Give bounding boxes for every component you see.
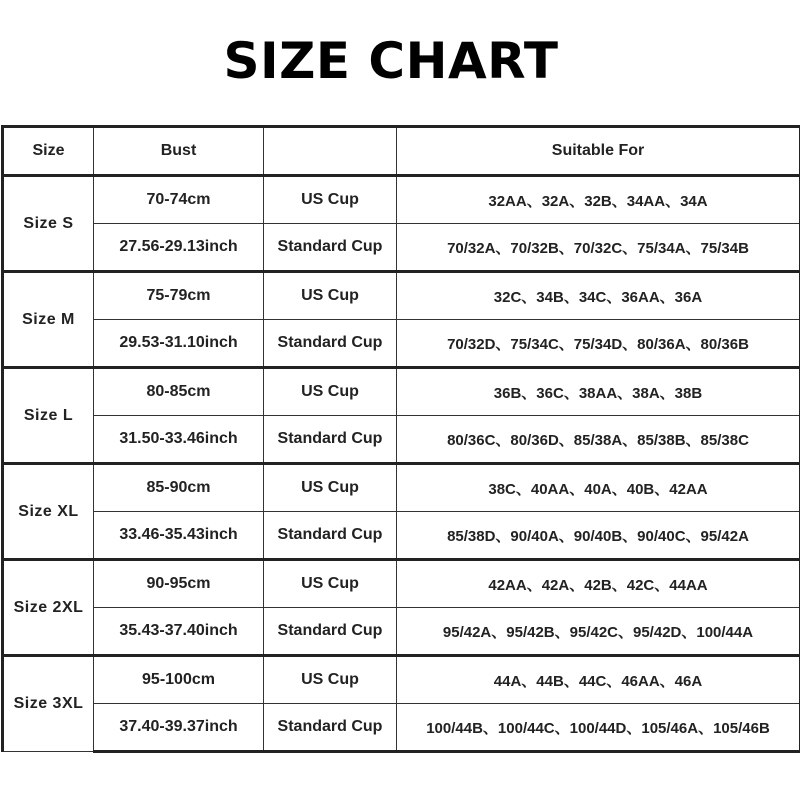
suitable-standard: 70/32D、75/34C、75/34D、80/36A、80/36B [397, 320, 800, 368]
cup-type-standard: Standard Cup [264, 416, 397, 464]
table-row [3, 656, 800, 704]
cup-type-us: US Cup [264, 368, 397, 416]
size-chart-table [1, 125, 800, 753]
suitable-us: 36B、36C、38AA、38A、38B [397, 368, 800, 416]
table-row [3, 272, 800, 320]
bust-cm: 80-85cm [94, 368, 264, 416]
table-body [3, 127, 800, 752]
cup-type-us: US Cup [264, 464, 397, 512]
table-row [3, 608, 800, 656]
table-row [3, 416, 800, 464]
table-row [3, 704, 800, 752]
page-title: SIZE CHART [223, 32, 559, 90]
cup-type-us: US Cup [264, 560, 397, 608]
cup-type-standard: Standard Cup [264, 608, 397, 656]
suitable-us: 42AA、42A、42B、42C、44AA [397, 560, 800, 608]
suitable-us: 32AA、32A、32B、34AA、34A [397, 176, 800, 224]
suitable-us: 44A、44B、44C、46AA、46A [397, 656, 800, 704]
cup-type-standard: Standard Cup [264, 704, 397, 752]
suitable-standard: 70/32A、70/32B、70/32C、75/34A、75/34B [397, 224, 800, 272]
table-row [3, 512, 800, 560]
size-label: Size S [3, 176, 94, 272]
table-row [3, 560, 800, 608]
bust-inch: 27.56-29.13inch [94, 224, 264, 272]
bust-cm: 70-74cm [94, 176, 264, 224]
header-suitable-for: Suitable For [397, 127, 800, 176]
suitable-standard: 85/38D、90/40A、90/40B、90/40C、95/42A [397, 512, 800, 560]
table-row [3, 224, 800, 272]
bust-inch: 33.46-35.43inch [94, 512, 264, 560]
cup-type-standard: Standard Cup [264, 512, 397, 560]
bust-inch: 29.53-31.10inch [94, 320, 264, 368]
bust-cm: 75-79cm [94, 272, 264, 320]
cup-type-us: US Cup [264, 176, 397, 224]
suitable-standard: 80/36C、80/36D、85/38A、85/38B、85/38C [397, 416, 800, 464]
table-header-row [3, 127, 800, 176]
cup-type-standard: Standard Cup [264, 224, 397, 272]
header-bust: Bust [94, 127, 264, 176]
cup-type-us: US Cup [264, 272, 397, 320]
cup-type-standard: Standard Cup [264, 320, 397, 368]
bust-inch: 35.43-37.40inch [94, 608, 264, 656]
table-row [3, 176, 800, 224]
bust-cm: 85-90cm [94, 464, 264, 512]
size-label: Size XL [3, 464, 94, 560]
suitable-standard: 100/44B、100/44C、100/44D、105/46A、105/46B [397, 704, 800, 752]
size-label: Size 2XL [3, 560, 94, 656]
size-label: Size 3XL [3, 656, 94, 752]
size-label: Size M [3, 272, 94, 368]
header-cup-type [264, 127, 397, 176]
cup-type-us: US Cup [264, 656, 397, 704]
table-row [3, 368, 800, 416]
bust-inch: 37.40-39.37inch [94, 704, 264, 752]
bust-inch: 31.50-33.46inch [94, 416, 264, 464]
bust-cm: 90-95cm [94, 560, 264, 608]
header-size: Size [3, 127, 94, 176]
suitable-standard: 95/42A、95/42B、95/42C、95/42D、100/44A [397, 608, 800, 656]
suitable-us: 38C、40AA、40A、40B、42AA [397, 464, 800, 512]
table-row [3, 464, 800, 512]
size-label: Size L [3, 368, 94, 464]
bust-cm: 95-100cm [94, 656, 264, 704]
suitable-us: 32C、34B、34C、36AA、36A [397, 272, 800, 320]
table-row [3, 320, 800, 368]
